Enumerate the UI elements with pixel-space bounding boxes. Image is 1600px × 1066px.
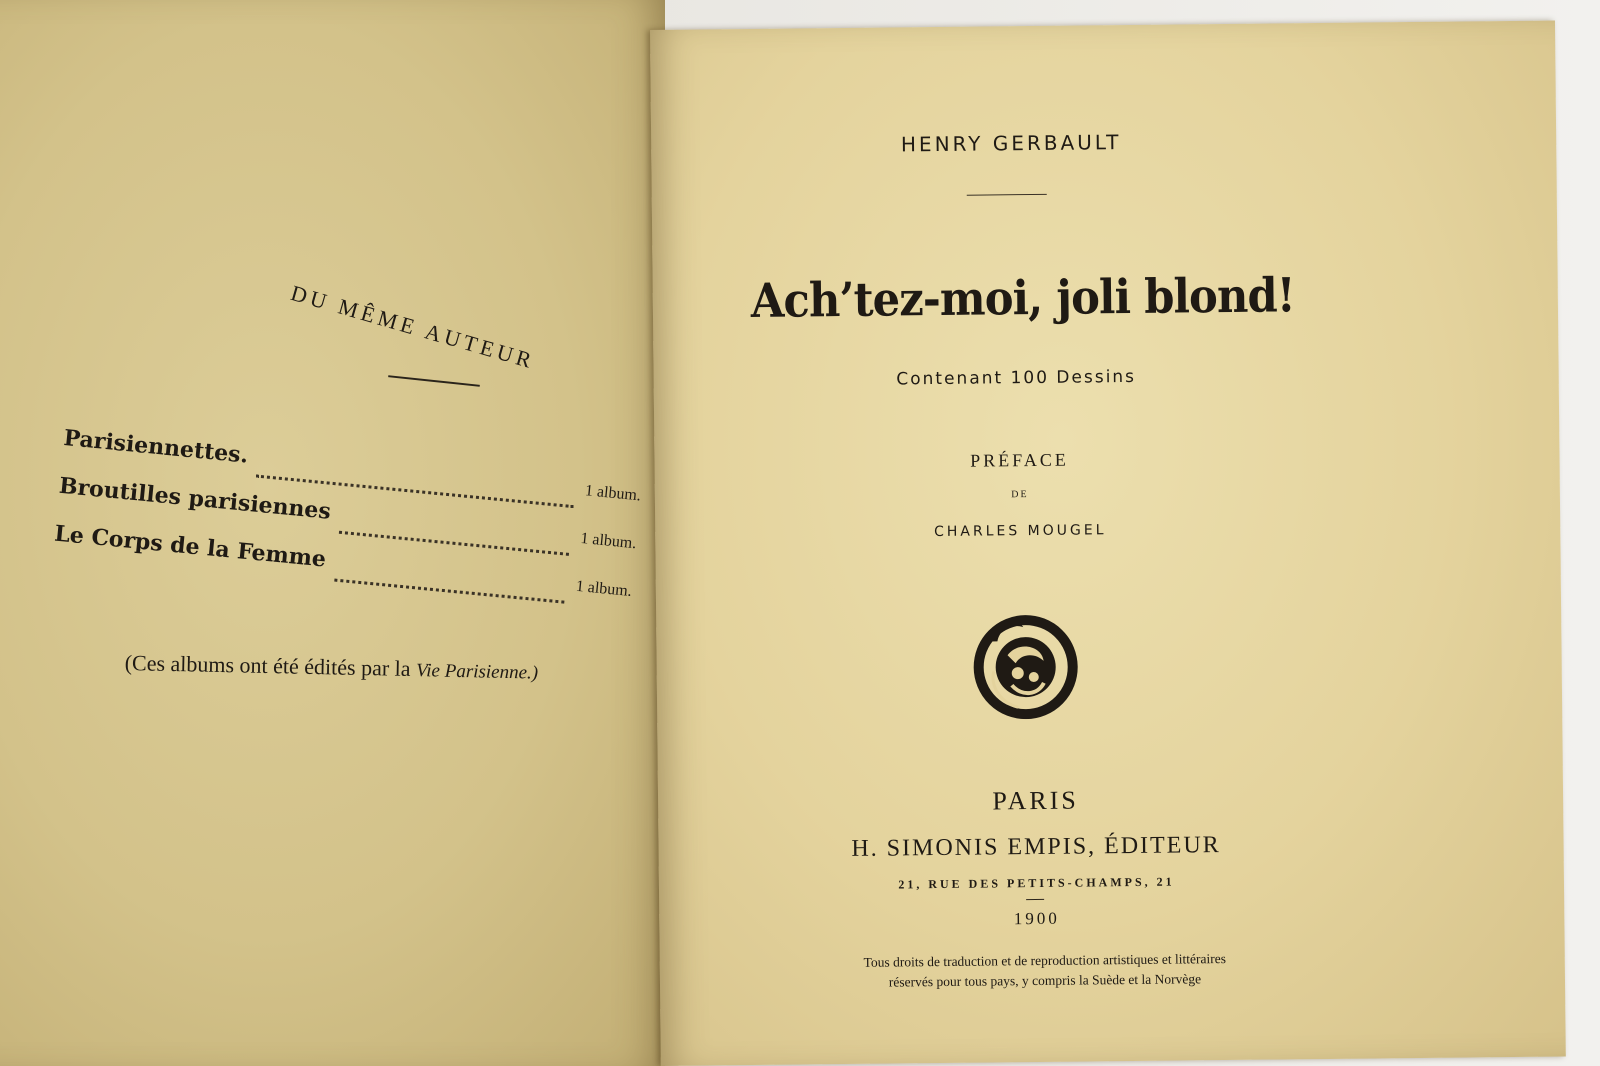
author-name: HENRY GERBAULT — [900, 130, 1122, 157]
address-dash — [1026, 899, 1044, 900]
publisher-name: H. SIMONIS EMPIS, ÉDITEUR — [851, 832, 1221, 862]
work-quantity: 1 album. — [575, 577, 633, 601]
publisher-emblem-icon — [971, 611, 1080, 720]
book-title: Ach’tez-moi, joli blond! — [750, 268, 1296, 329]
author-rule — [967, 194, 1047, 196]
work-quantity: 1 album. — [579, 529, 638, 553]
note-text: (Ces albums ont été édités par la — [124, 650, 411, 681]
preface-label: PRÉFACE — [970, 449, 1069, 471]
publication-city: PARIS — [992, 785, 1079, 816]
note-publication: Vie Parisienne.) — [415, 660, 539, 684]
albums-note — [124, 650, 538, 685]
rights-notice — [775, 948, 1315, 994]
preface-author: CHARLES MOUGEL — [933, 522, 1107, 541]
work-title: Parisiennettes. — [62, 425, 250, 469]
heading-rule — [388, 375, 480, 387]
title-page — [650, 21, 1566, 1066]
work-title: Broutilles parisiennes — [57, 472, 332, 525]
publication-year: 1900 — [1013, 908, 1060, 929]
left-page — [0, 0, 665, 1066]
preface-de: DE — [1011, 489, 1029, 501]
rights-line: Tous droits de traduction et de reproduction artistiques et littéraires — [863, 951, 1226, 970]
work-quantity: 1 album. — [584, 482, 642, 505]
works-list — [51, 425, 642, 624]
same-author-heading: DU MÊME AUTEUR — [288, 280, 538, 374]
work-title: Le Corps de la Femme — [53, 520, 328, 573]
publisher-address: 21, RUE DES PETITS-CHAMPS, 21 — [898, 874, 1175, 892]
book-subtitle: Contenant 100 Dessins — [896, 366, 1137, 390]
rights-line: réservés pour tous pays, y compris la Suède et la Norvège — [888, 971, 1202, 990]
leader-dots — [334, 578, 565, 604]
